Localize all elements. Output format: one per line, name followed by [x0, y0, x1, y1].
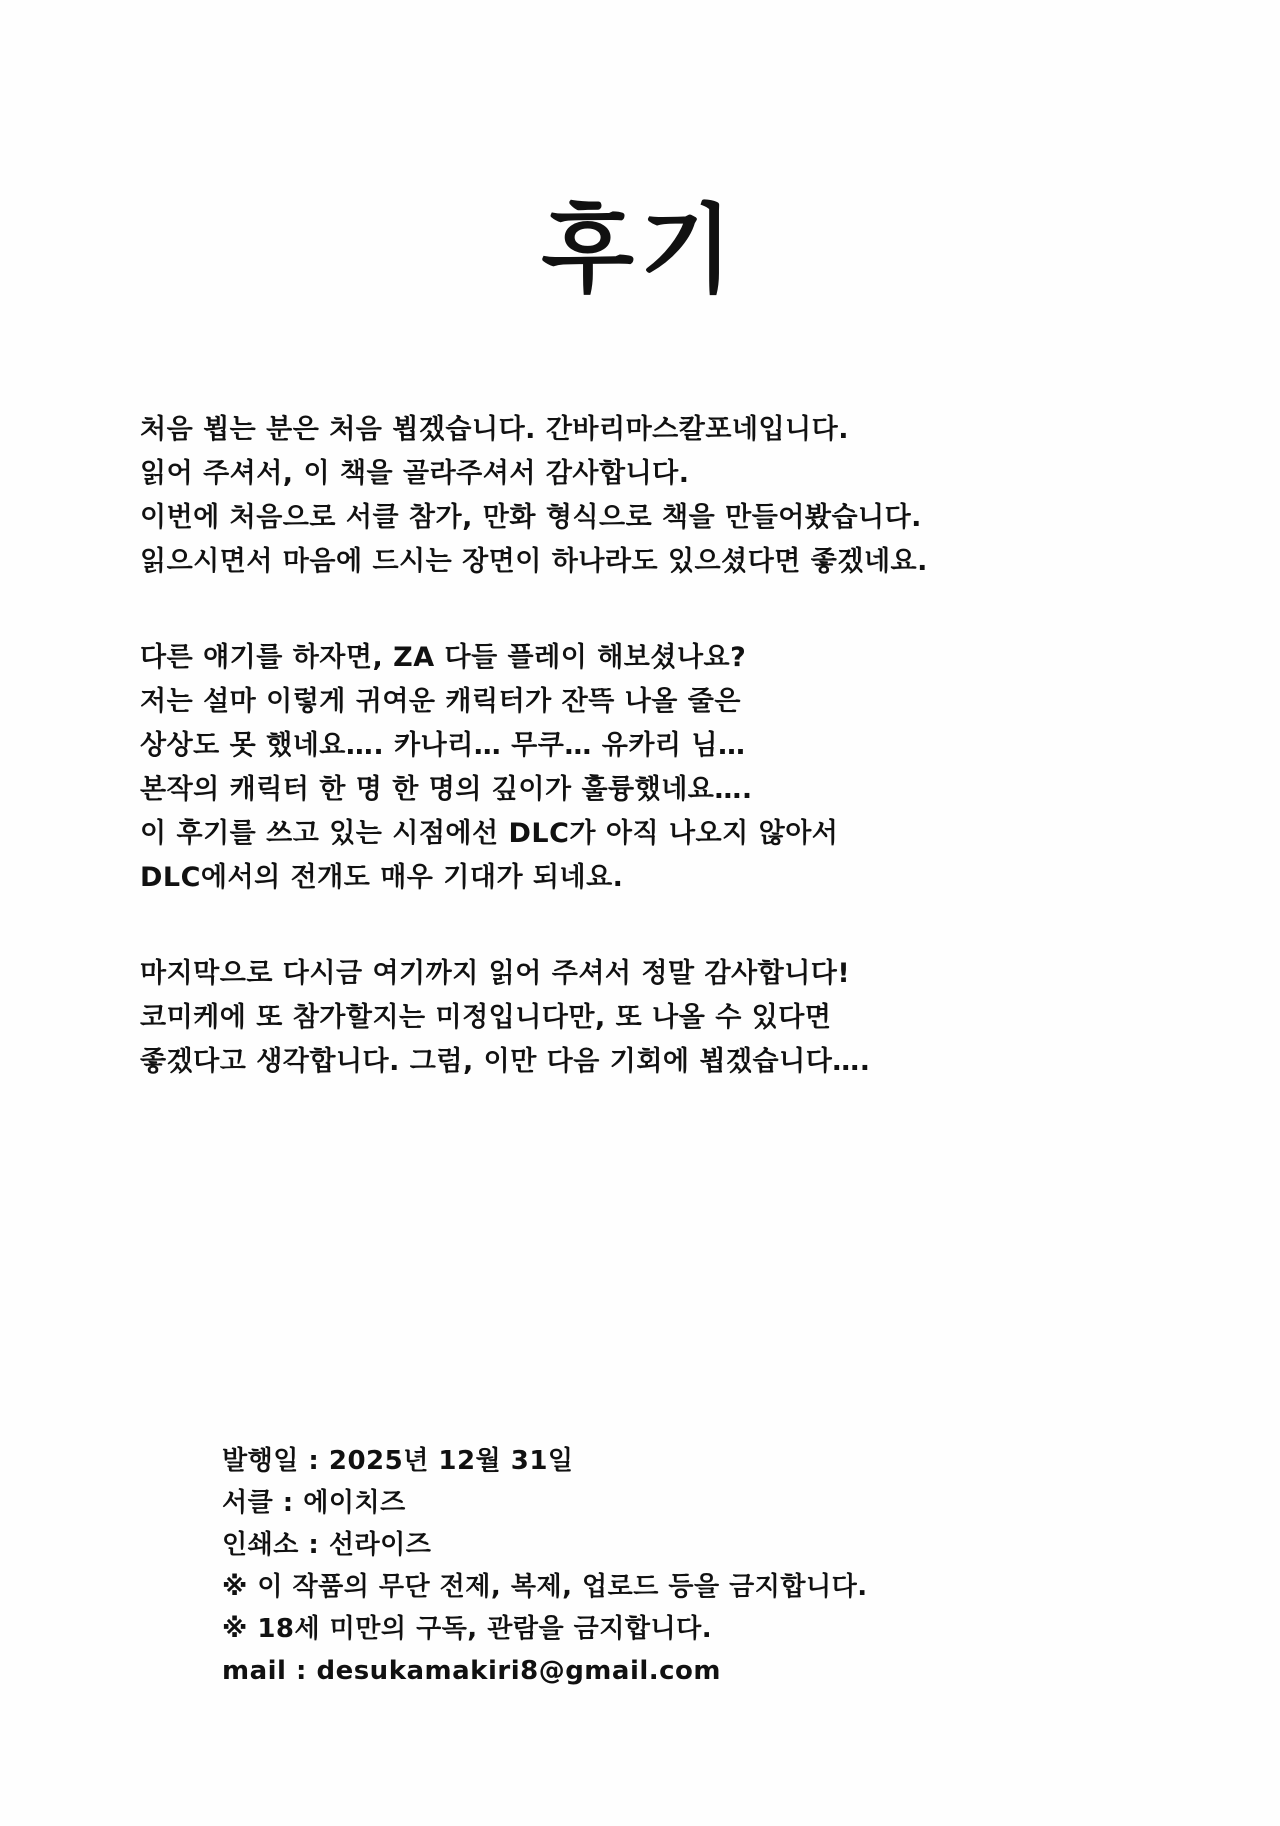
circle-name: 서클 : 에이치즈: [222, 1488, 406, 1518]
text-line: 처음 뵙는 분은 처음 뵙겠습니다. 간바리마스칼포네입니다.: [140, 414, 849, 445]
paragraph-game-talk: [140, 636, 1160, 900]
publish-date: 발행일 : 2025년 12월 31일: [222, 1446, 574, 1476]
text-line: 읽어 주셔서, 이 책을 골라주셔서 감사합니다.: [140, 458, 690, 489]
paragraph-closing: [140, 952, 1160, 1084]
printer-name: 인쇄소 : 선라이즈: [222, 1530, 432, 1560]
text-line: 저는 설마 이렇게 귀여운 캐릭터가 잔뜩 나올 줄은: [140, 686, 741, 717]
text-line: 상상도 못 했네요…. 카나리… 무쿠… 유카리 님…: [140, 730, 746, 761]
age-restriction-notice: ※ 18세 미만의 구독, 관람을 금지합니다.: [222, 1614, 713, 1644]
colophon: [222, 1440, 1122, 1692]
text-line: 코미케에 또 참가할지는 미정입니다만, 또 나올 수 있다면: [140, 1002, 832, 1033]
afterword-body: [140, 408, 1160, 1136]
text-line: 다른 얘기를 하자면, ZA 다들 플레이 해보셨나요?: [140, 642, 747, 673]
text-line: DLC에서의 전개도 매우 기대가 되네요.: [140, 862, 624, 893]
contact-email: mail : desukamakiri8@gmail.com: [222, 1656, 722, 1686]
text-line: 본작의 캐릭터 한 명 한 명의 깊이가 훌륭했네요….: [140, 774, 753, 805]
page-title: 후기: [541, 194, 739, 306]
text-line: 좋겠다고 생각합니다. 그럼, 이만 다음 기회에 뵙겠습니다….: [140, 1046, 871, 1077]
text-line: 마지막으로 다시금 여기까지 읽어 주셔서 정말 감사합니다!: [140, 958, 851, 989]
paragraph-greeting: [140, 408, 1160, 584]
text-line: 읽으시면서 마음에 드시는 장면이 하나라도 있으셨다면 좋겠네요.: [140, 546, 928, 577]
text-line: 이 후기를 쓰고 있는 시점에선 DLC가 아직 나오지 않아서: [140, 818, 839, 849]
text-line: 이번에 처음으로 서클 참가, 만화 형식으로 책을 만들어봤습니다.: [140, 502, 922, 533]
reproduction-notice: ※ 이 작품의 무단 전제, 복제, 업로드 등을 금지합니다.: [222, 1572, 868, 1602]
